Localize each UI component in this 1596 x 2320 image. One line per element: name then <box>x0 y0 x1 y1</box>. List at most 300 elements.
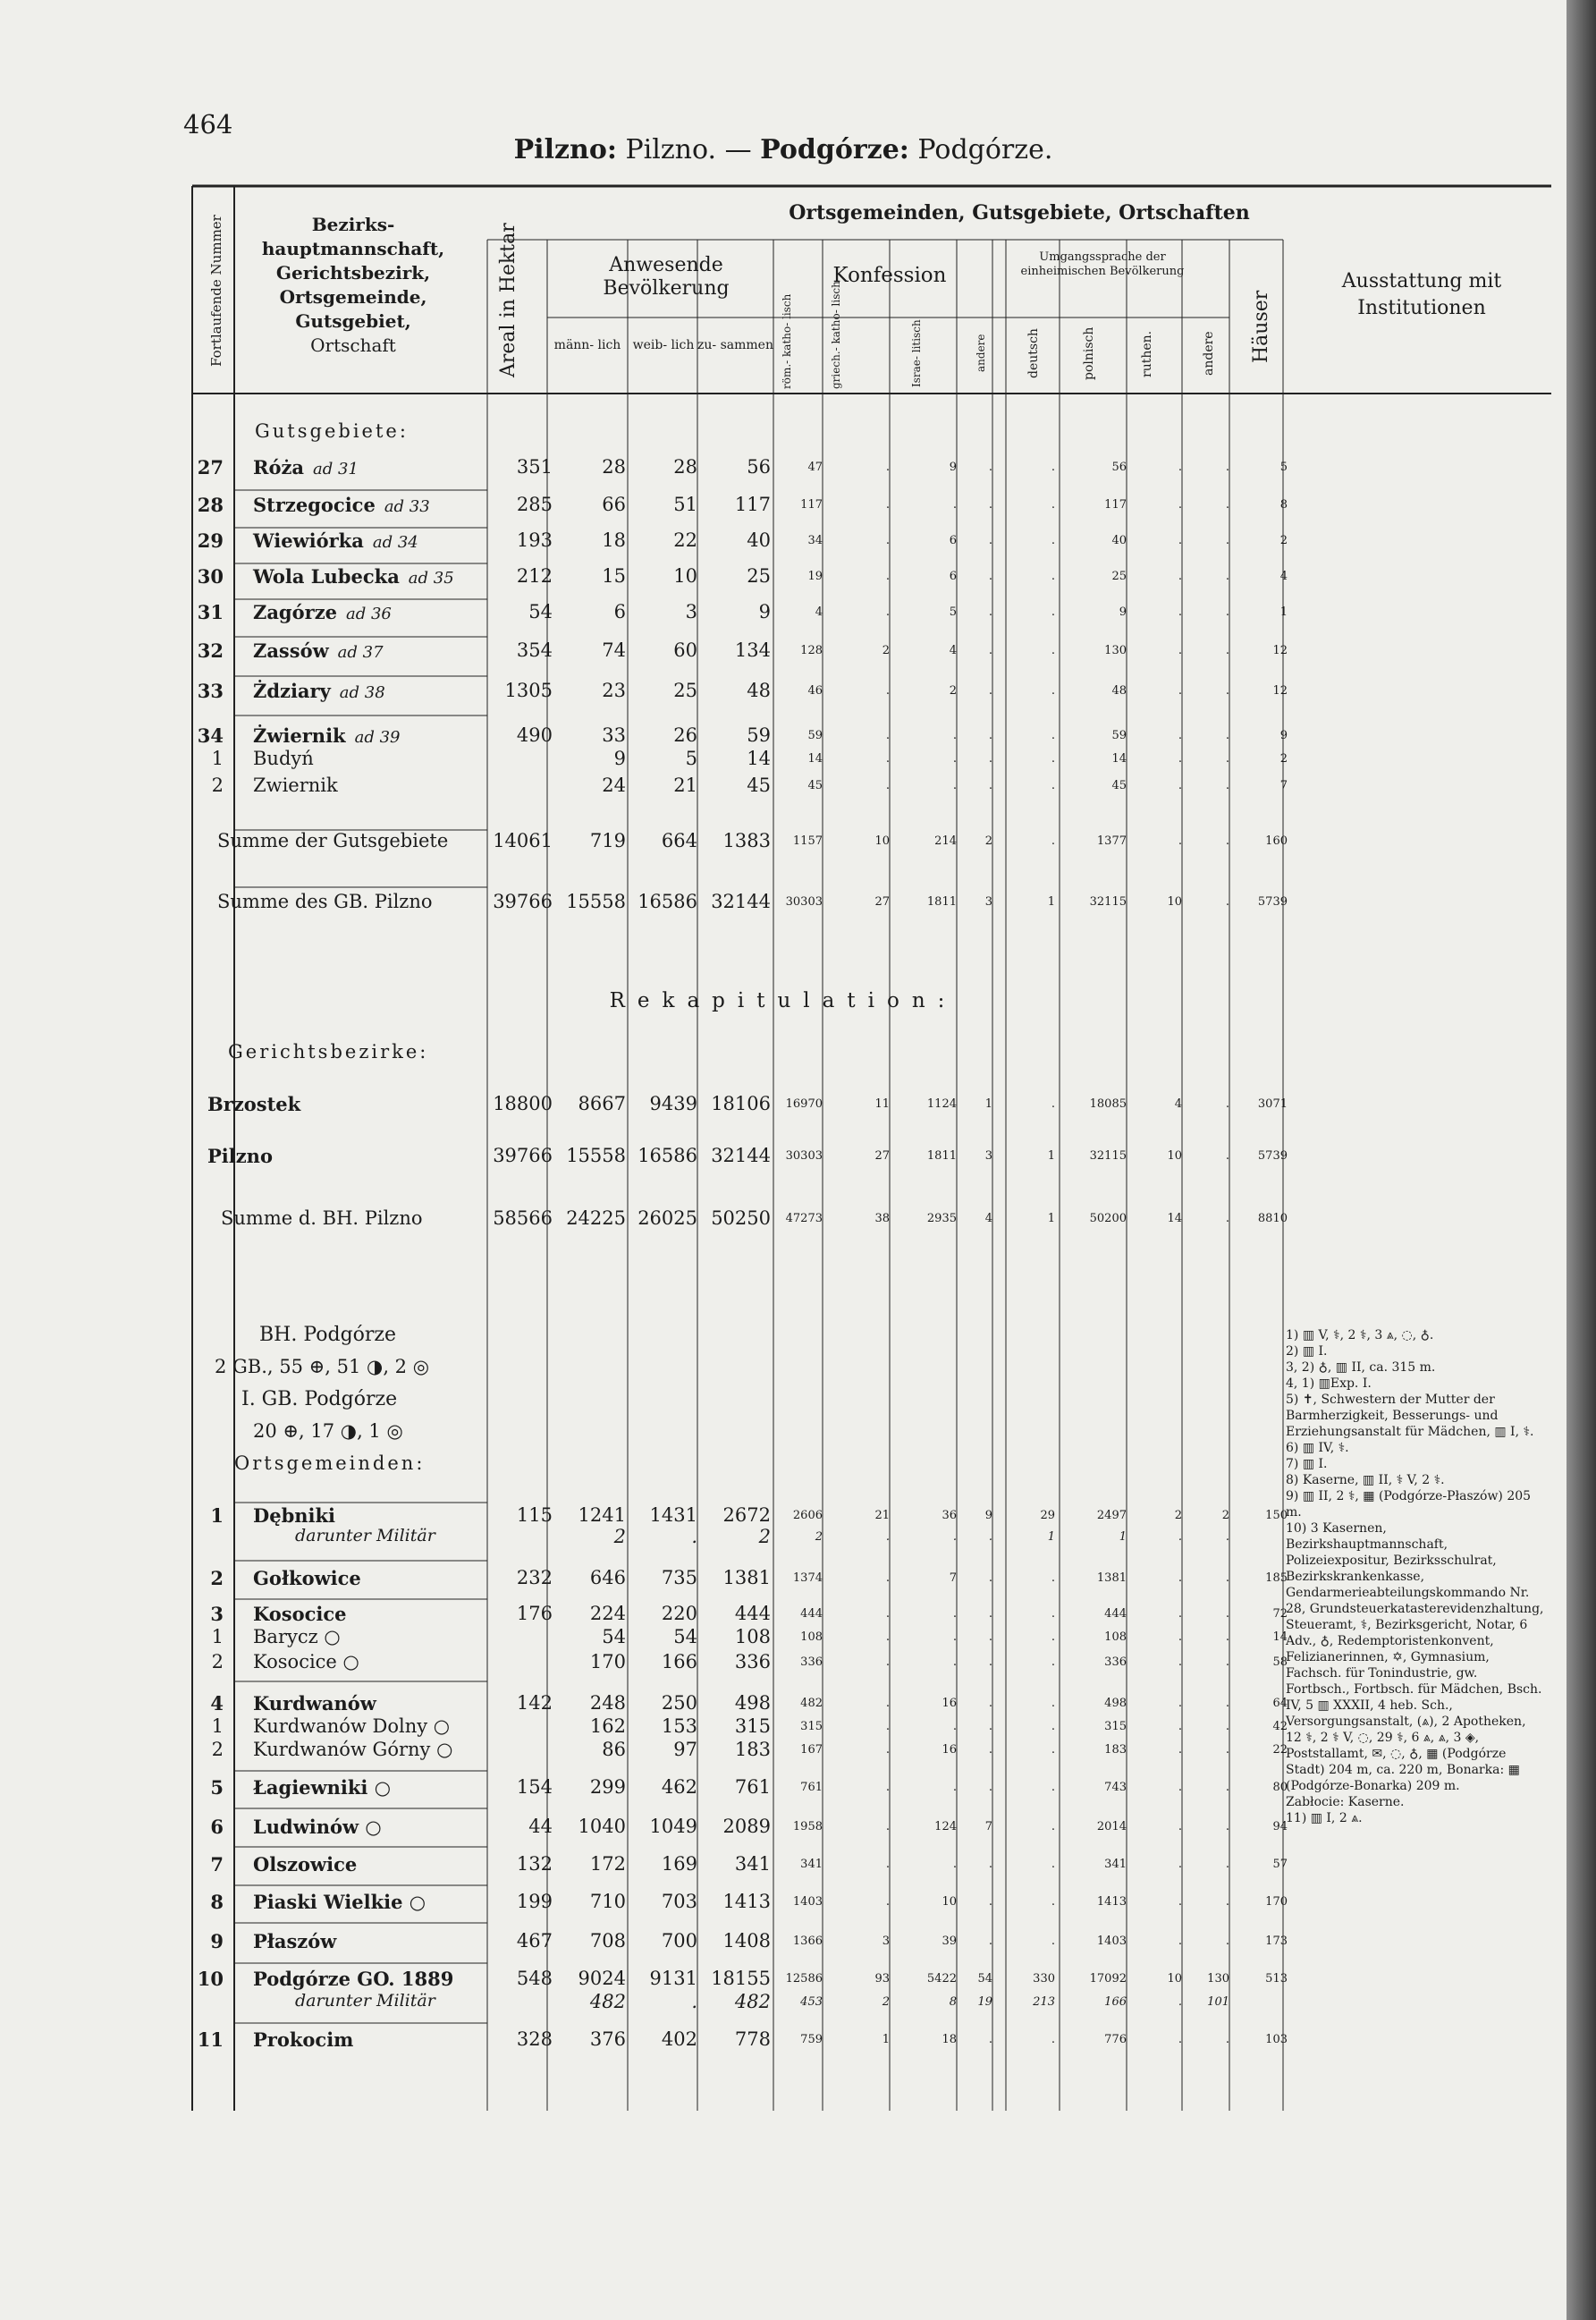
cell-col-6: . <box>952 1655 957 1669</box>
cell-col-11: . <box>1225 895 1229 909</box>
place-name-text: Summe des GB. Pilzno <box>217 891 433 912</box>
row-number: 2 <box>211 775 224 796</box>
cell-col-7: . <box>988 1530 992 1544</box>
cell-col-1: 9024 <box>578 1968 626 1989</box>
header-ortsgemeinden: Ortsgemeinden, Gutsgebiete, Ortschaften <box>789 201 1250 224</box>
cell-col-11: . <box>1225 1655 1229 1669</box>
cell-col-8: . <box>1051 1571 1055 1585</box>
cell-col-2: 3 <box>685 601 697 622</box>
header-umgang: Umgangssprache der einheimischen Bevölkerung <box>1020 250 1185 278</box>
place-name <box>295 1991 435 2011</box>
cell-col-1: 18 <box>602 529 626 551</box>
cell-col-5: . <box>885 1607 890 1621</box>
cell-col-9: 2014 <box>1096 1820 1127 1833</box>
row-number: 10 <box>197 1968 224 1990</box>
cell-col-7: . <box>988 1720 992 1733</box>
cell-col-3: 1383 <box>722 830 771 851</box>
place-name <box>253 1626 341 1647</box>
cell-col-5: 11 <box>874 1097 890 1111</box>
row-number: 1 <box>211 748 224 769</box>
cell-col-1: 24 <box>602 775 626 796</box>
cell-col-6: 1811 <box>926 1149 957 1163</box>
ad-reference: ad 33 <box>384 497 430 516</box>
cell-col-2: . <box>691 1526 697 1547</box>
place-name <box>253 529 418 552</box>
place-name <box>253 1968 453 1990</box>
cell-col-5: . <box>885 1530 890 1544</box>
cell-col-0: 232 <box>516 1567 553 1588</box>
cell-col-8: . <box>1051 534 1055 547</box>
cell-col-0: 176 <box>516 1603 553 1624</box>
row-number: 27 <box>197 456 224 478</box>
cell-col-7: . <box>988 779 992 792</box>
place-name <box>253 775 338 796</box>
cell-col-1: 66 <box>602 494 626 515</box>
cell-col-7: 9 <box>984 1509 992 1522</box>
cell-col-9: 1403 <box>1096 1935 1127 1948</box>
cell-col-3: 32144 <box>711 1145 771 1166</box>
footnotes <box>1286 1327 1545 1826</box>
row-number: 2 <box>211 1739 224 1760</box>
row-number: 9 <box>210 1930 224 1952</box>
cell-col-4: 45 <box>807 779 823 792</box>
cell-col-9: 743 <box>1104 1781 1127 1794</box>
cell-col-11: . <box>1225 779 1229 792</box>
cell-col-11: . <box>1225 684 1229 698</box>
cell-col-4: 59 <box>807 729 823 742</box>
cell-col-3: 45 <box>747 775 771 796</box>
cell-col-8: . <box>1051 1743 1055 1757</box>
cell-col-4: 444 <box>800 1607 823 1621</box>
cell-col-4: 47 <box>807 461 823 474</box>
cell-col-7: 19 <box>977 1995 992 2009</box>
cell-col-8: . <box>1051 1858 1055 1871</box>
note-3: 3, 2) ♁, ▥ II, ca. 315 m. <box>1286 1360 1436 1375</box>
cell-col-3: 14 <box>747 748 771 769</box>
cell-col-3: 336 <box>734 1651 771 1672</box>
place-name-text: Podgórze GO. 1889 <box>253 1968 454 1990</box>
cell-col-11: . <box>1225 498 1229 512</box>
cell-col-4: 1374 <box>792 1571 823 1585</box>
cell-col-8: . <box>1051 461 1055 474</box>
cell-col-11: . <box>1225 729 1229 742</box>
cell-col-0: 142 <box>516 1692 553 1714</box>
cell-col-3: 2 <box>758 1526 771 1547</box>
note-1: 1) ▥ V, ⚕, 2 ⚕, 3 ⩓, ◌, ♁. <box>1286 1328 1434 1342</box>
cell-col-10: . <box>1178 1720 1182 1733</box>
cell-col-1: 719 <box>589 830 626 851</box>
cell-col-4: 19 <box>807 570 823 583</box>
bh-sub: 2 GB., 55 ⊕, 51 ◑, 2 ◎ <box>215 1356 430 1377</box>
cell-col-5: . <box>885 1655 890 1669</box>
header-andere2: andere <box>1202 331 1216 377</box>
cell-col-10: . <box>1178 1895 1182 1909</box>
cell-col-12: 173 <box>1265 1935 1288 1948</box>
cell-col-2: 402 <box>661 2028 697 2050</box>
cell-col-3: 18106 <box>711 1093 771 1114</box>
cell-col-5: . <box>885 1895 890 1909</box>
cell-col-7: . <box>988 1935 992 1948</box>
cell-col-12: 8810 <box>1257 1212 1288 1225</box>
place-name-text: Kosocice <box>253 1603 347 1625</box>
cell-col-10: . <box>1178 1571 1182 1585</box>
cell-col-4: 341 <box>800 1858 823 1871</box>
cell-col-1: 86 <box>602 1739 626 1760</box>
cell-col-5: 27 <box>874 1149 890 1163</box>
cell-col-6: . <box>952 1630 957 1644</box>
place-name <box>253 748 314 769</box>
header-deutsch: deutsch <box>1026 328 1041 379</box>
cell-col-4: 34 <box>807 534 823 547</box>
cell-col-11: . <box>1225 1212 1229 1225</box>
cell-col-6: 10 <box>942 1895 957 1909</box>
cell-col-0: 548 <box>516 1968 553 1989</box>
cell-col-5: . <box>885 534 890 547</box>
cell-col-4: 16970 <box>785 1097 823 1111</box>
cell-col-0: 328 <box>516 2028 553 2050</box>
cell-col-10: . <box>1178 644 1182 657</box>
note-7: 7) ▥ I. <box>1286 1457 1328 1471</box>
cell-col-1: 162 <box>589 1715 626 1737</box>
place-name-text: darunter Militär <box>295 1526 435 1545</box>
place-name-text: Summe der Gutsgebiete <box>217 830 449 851</box>
note-4: 4, 1) ▥Exp. I. <box>1286 1376 1372 1391</box>
cell-col-11: . <box>1225 1743 1229 1757</box>
place-name-text: Wiewiórka <box>253 529 364 552</box>
place-name <box>253 1930 336 1952</box>
cell-col-1: 2 <box>613 1526 626 1547</box>
cell-col-5: 1 <box>882 2033 890 2046</box>
cell-col-6: . <box>952 1781 957 1794</box>
cell-col-0: 18800 <box>493 1093 553 1114</box>
cell-col-9: 1413 <box>1096 1895 1127 1909</box>
cell-col-11: . <box>1225 1697 1229 1710</box>
cell-col-1: 710 <box>589 1891 626 1912</box>
cell-col-6: . <box>952 779 957 792</box>
cell-col-4: 315 <box>800 1720 823 1733</box>
cell-col-12: 57 <box>1272 1858 1288 1871</box>
cell-col-1: 15558 <box>566 891 626 912</box>
cell-col-7: . <box>988 2033 992 2046</box>
cell-col-12: 7 <box>1279 779 1288 792</box>
cell-col-0: 1305 <box>504 680 553 701</box>
cell-col-6: 6 <box>949 570 957 583</box>
cell-col-6: . <box>952 498 957 512</box>
cell-col-11: 2 <box>1221 1509 1229 1522</box>
cell-col-8: . <box>1051 752 1055 766</box>
cell-col-4: 1403 <box>792 1895 823 1909</box>
cell-col-5: 2 <box>882 644 890 657</box>
cell-col-0: 490 <box>516 724 553 746</box>
cell-col-0: 351 <box>516 456 553 478</box>
row-number: 30 <box>197 565 224 588</box>
cell-col-9: 45 <box>1111 779 1127 792</box>
cell-col-8: . <box>1051 834 1055 848</box>
cell-col-8: 1 <box>1047 895 1055 909</box>
cell-col-8: . <box>1051 1820 1055 1833</box>
cell-col-7: . <box>988 1895 992 1909</box>
cell-col-8: 1 <box>1047 1212 1055 1225</box>
cell-col-5: 27 <box>874 895 890 909</box>
cell-col-0: 154 <box>516 1776 553 1798</box>
cell-col-9: 444 <box>1104 1607 1127 1621</box>
cell-col-7: 1 <box>984 1097 992 1111</box>
place-name-text: Gołkowice <box>253 1567 361 1589</box>
cell-col-3: 48 <box>747 680 771 701</box>
cell-col-4: 46 <box>807 684 823 698</box>
cell-col-2: 153 <box>661 1715 697 1737</box>
cell-col-9: 776 <box>1104 2033 1127 2046</box>
cell-col-9: 56 <box>1111 461 1127 474</box>
cell-col-9: 315 <box>1104 1720 1127 1733</box>
cell-col-9: 9 <box>1119 605 1127 619</box>
note-6: 6) ▥ IV, ⚕. <box>1286 1441 1349 1455</box>
place-name-text: darunter Militär <box>295 1991 435 2011</box>
cell-col-8: . <box>1051 570 1055 583</box>
cell-col-5: . <box>885 1630 890 1644</box>
cell-col-10: . <box>1178 1781 1182 1794</box>
cell-col-11: . <box>1225 1895 1229 1909</box>
cell-col-7: 3 <box>984 1149 992 1163</box>
cell-col-0: 212 <box>516 565 553 587</box>
place-name-text: Kosocice ○ <box>253 1651 359 1672</box>
cell-col-0: 39766 <box>493 1145 553 1166</box>
cell-col-8: . <box>1051 1935 1055 1948</box>
place-name <box>253 1567 361 1589</box>
cell-col-12: 9 <box>1279 729 1288 742</box>
cell-col-8: . <box>1051 605 1055 619</box>
cell-col-6: 9 <box>949 461 957 474</box>
cell-col-2: 10 <box>673 565 697 587</box>
ad-reference: ad 39 <box>354 728 401 747</box>
row-number: 1 <box>210 1504 224 1527</box>
place-name-text: Łagiewniki ○ <box>253 1776 392 1799</box>
cell-col-2: 5 <box>685 748 697 769</box>
cell-col-0: 14061 <box>493 830 553 851</box>
cell-col-2: 166 <box>661 1651 697 1672</box>
row-number: 1 <box>211 1715 224 1737</box>
cell-col-11: . <box>1225 644 1229 657</box>
header-roem: röm.- katho- lisch <box>781 293 793 389</box>
cell-col-12: 513 <box>1265 1972 1288 1986</box>
place-name <box>253 1715 450 1737</box>
cell-col-11: . <box>1225 1607 1229 1621</box>
cell-col-7: . <box>988 1743 992 1757</box>
cell-col-9: 50200 <box>1089 1212 1127 1225</box>
cell-col-9: 117 <box>1104 498 1127 512</box>
cell-col-1: 170 <box>589 1651 626 1672</box>
cell-col-1: 482 <box>589 1991 626 2012</box>
cell-col-0: 199 <box>516 1891 553 1912</box>
cell-col-10: . <box>1178 1655 1182 1669</box>
cell-col-6: 1124 <box>926 1097 957 1111</box>
cell-col-12: 12 <box>1272 644 1288 657</box>
cell-col-4: 30303 <box>785 1149 823 1163</box>
place-name-text: Strzegocice <box>253 494 376 516</box>
cell-col-7: . <box>988 684 992 698</box>
cell-col-3: 18155 <box>711 1968 771 1989</box>
place-name <box>253 1816 382 1838</box>
cell-col-0: 132 <box>516 1853 553 1875</box>
cell-col-12: 8 <box>1279 498 1288 512</box>
cell-col-12: 14 <box>1272 1630 1288 1644</box>
cell-col-7: . <box>988 644 992 657</box>
cell-col-1: 9 <box>613 748 626 769</box>
cell-col-0: 115 <box>516 1504 553 1526</box>
row-number: 5 <box>210 1776 224 1799</box>
cell-col-10: . <box>1178 729 1182 742</box>
ad-reference: ad 36 <box>345 605 392 623</box>
cell-col-6: 4 <box>949 644 957 657</box>
cell-col-6: 6 <box>949 534 957 547</box>
cell-col-12: 12 <box>1272 684 1288 698</box>
row-number: 2 <box>211 1651 224 1672</box>
cell-col-9: 1381 <box>1096 1571 1127 1585</box>
cell-col-3: 25 <box>747 565 771 587</box>
cell-col-11: . <box>1225 570 1229 583</box>
cell-col-2: 26 <box>673 724 697 746</box>
cell-col-9: 341 <box>1104 1858 1127 1871</box>
cell-col-10: . <box>1178 684 1182 698</box>
cell-col-5: . <box>885 1571 890 1585</box>
place-name <box>253 639 384 662</box>
cell-col-10: . <box>1178 1530 1182 1544</box>
cell-col-11: . <box>1225 1530 1229 1544</box>
cell-col-2: 28 <box>673 456 697 478</box>
cell-col-8: . <box>1051 644 1055 657</box>
place-name <box>295 1526 435 1545</box>
row-number: 7 <box>210 1853 224 1875</box>
place-name-text: Wola Lubecka <box>253 565 400 588</box>
cell-col-12: 2 <box>1279 752 1288 766</box>
cell-col-7: 2 <box>984 834 992 848</box>
place-name-text: Barycz ○ <box>253 1626 341 1647</box>
cell-col-0: 39766 <box>493 891 553 912</box>
cell-col-9: 166 <box>1104 1995 1127 2009</box>
cell-col-8: . <box>1051 1607 1055 1621</box>
cell-col-2: 169 <box>661 1853 697 1875</box>
cell-col-6: . <box>952 1530 957 1544</box>
cell-col-10: . <box>1178 1697 1182 1710</box>
cell-col-10: . <box>1178 1935 1182 1948</box>
cell-col-10: . <box>1178 570 1182 583</box>
cell-col-9: 25 <box>1111 570 1127 583</box>
cell-col-12: 1 <box>1279 605 1288 619</box>
bh-title: BH. Podgórze <box>259 1324 397 1346</box>
ad-reference: ad 35 <box>408 569 454 588</box>
cell-col-6: 16 <box>942 1697 957 1710</box>
cell-col-6: . <box>952 1607 957 1621</box>
cell-col-11: . <box>1225 752 1229 766</box>
cell-col-9: 40 <box>1111 534 1127 547</box>
place-name-text: Piaski Wielkie ○ <box>253 1891 426 1913</box>
cell-col-11: . <box>1225 834 1229 848</box>
cell-col-8: 330 <box>1033 1972 1055 1986</box>
cell-col-2: 60 <box>673 639 697 661</box>
cell-col-8: . <box>1051 1781 1055 1794</box>
cell-col-2: 462 <box>661 1776 697 1798</box>
cell-col-0: 354 <box>516 639 553 661</box>
place-name <box>207 1093 300 1115</box>
cell-col-3: 498 <box>734 1692 771 1714</box>
header-bezirk: Bezirks- hauptmannschaft, Gerichtsbezirk, Ortsgemeinde, Gutsgebiet, Ortschaft <box>261 214 445 356</box>
header-ruthen: ruthen. <box>1140 330 1154 377</box>
cell-col-5: . <box>885 570 890 583</box>
cell-col-6: 7 <box>949 1571 957 1585</box>
cell-col-1: 376 <box>589 2028 626 2050</box>
cell-col-9: 1377 <box>1096 834 1127 848</box>
cell-col-12: 64 <box>1272 1697 1288 1710</box>
header-andere: andere <box>975 334 987 373</box>
cell-col-12: 160 <box>1265 834 1288 848</box>
place-name-text: Róża <box>253 456 304 478</box>
cell-col-6: 5422 <box>926 1972 957 1986</box>
page-number: 464 <box>183 109 233 140</box>
cell-col-3: 50250 <box>711 1207 771 1229</box>
cell-col-12: 150 <box>1265 1509 1288 1522</box>
cell-col-8: 213 <box>1033 1995 1055 2009</box>
cell-col-9: 59 <box>1111 729 1127 742</box>
cell-col-5: . <box>885 1720 890 1733</box>
place-name <box>253 1891 426 1913</box>
cell-col-3: 183 <box>734 1739 771 1760</box>
gb-title: I. GB. Podgórze <box>241 1388 398 1410</box>
title-sub-1: Pilzno. <box>625 134 717 165</box>
cell-col-10: . <box>1178 605 1182 619</box>
place-name <box>253 565 454 588</box>
title-district-1: Pilzno: <box>513 134 617 165</box>
place-name-text: Dębniki <box>253 1504 336 1527</box>
cell-col-12: 72 <box>1272 1607 1288 1621</box>
cell-col-1: 172 <box>589 1853 626 1875</box>
cell-col-9: 1 <box>1119 1530 1127 1544</box>
cell-col-11: . <box>1225 1149 1229 1163</box>
cell-col-5: . <box>885 1743 890 1757</box>
cell-col-10: . <box>1178 1607 1182 1621</box>
header-anwesende: Anwesende Bevölkerung <box>603 254 730 300</box>
cell-col-5: . <box>885 729 890 742</box>
cell-col-12: 94 <box>1272 1820 1288 1833</box>
row-number: 34 <box>197 724 224 747</box>
place-name-text: Żdziary <box>253 680 331 702</box>
row-number: 33 <box>197 680 224 702</box>
cell-col-12: 2 <box>1279 534 1288 547</box>
row-number: 8 <box>210 1891 224 1913</box>
cell-col-2: . <box>691 1991 697 2012</box>
cell-col-11: . <box>1225 1720 1229 1733</box>
cell-col-6: 2 <box>949 684 957 698</box>
cell-col-7: . <box>988 752 992 766</box>
cell-col-12: 4 <box>1279 570 1288 583</box>
header-israel: Israe- litisch <box>910 319 923 387</box>
place-name-text: Kurdwanów Górny ○ <box>253 1739 453 1760</box>
cell-col-10: 4 <box>1174 1097 1182 1111</box>
place-name <box>253 1739 452 1760</box>
cell-col-6: 8 <box>949 1995 957 2009</box>
cell-col-5: 10 <box>874 834 890 848</box>
header-maennlich: männ- lich <box>553 338 621 352</box>
cell-col-4: 453 <box>800 1995 823 2009</box>
place-name <box>253 494 430 516</box>
cell-col-2: 703 <box>661 1891 697 1912</box>
cell-col-3: 761 <box>734 1776 771 1798</box>
cell-col-3: 315 <box>734 1715 771 1737</box>
cell-col-12: 22 <box>1272 1743 1288 1757</box>
cell-col-10: 14 <box>1167 1212 1182 1225</box>
row-number: 29 <box>197 529 224 552</box>
header-areal: Areal in Hektar <box>497 223 519 377</box>
place-name <box>207 1145 273 1167</box>
